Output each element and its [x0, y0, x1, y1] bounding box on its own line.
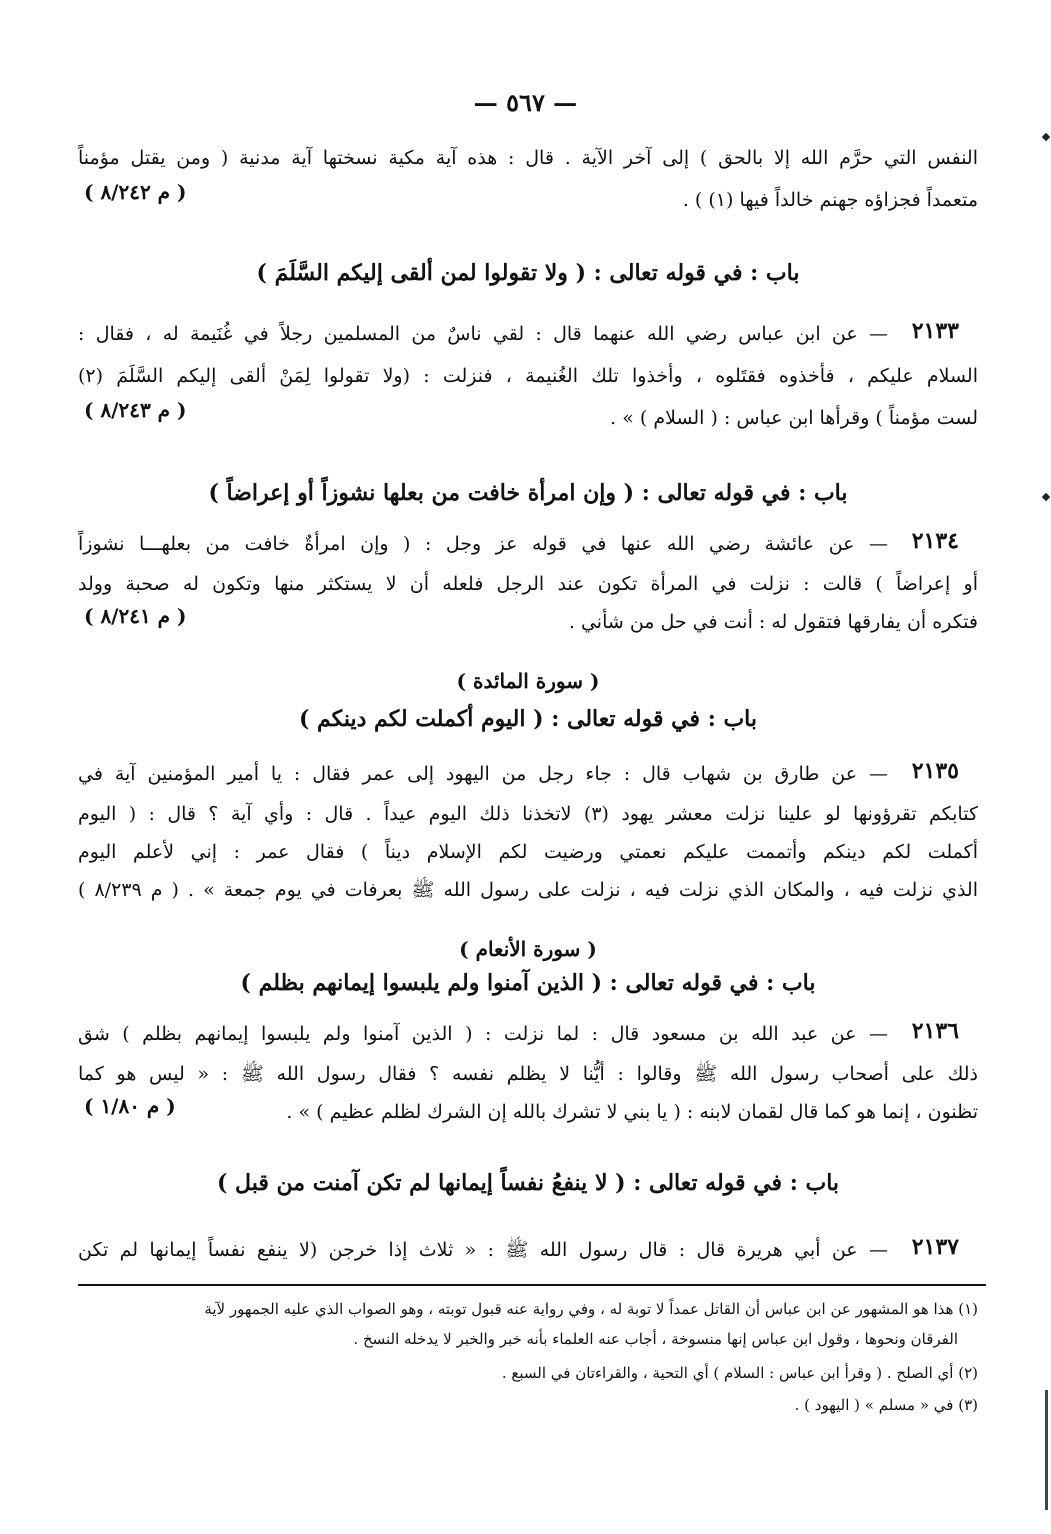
chapter-heading: باب : في قوله تعالى : ( الذين آمنوا ولم يلبسوا إيمانهم بظلم ) — [240, 970, 816, 996]
surah-heading: ( سورة المائدة ) — [456, 669, 600, 693]
text-line: متعمداً فجزاؤه جهنم خالداً فيها (١) ) . — [682, 189, 978, 211]
hadith-number: ٢١٣٧ — [911, 1234, 959, 1260]
text-line: تظنون ، إنما هو كما قال لقمان لابنه : ( يا بني لا تشرك بالله إن الشرك لظلم عظيم ) » . — [286, 1101, 978, 1123]
text-line: أو إعراضاً ) قالت : نزلت في المرأة تكون عند الرجل فلعله أن لا يستكثر منها وتكون له صحبة وولد — [78, 573, 978, 595]
text-line: — عن عبد الله بن مسعود قال : لما نزلت : ( الذين آمنوا ولم يلبسوا إيمانهم بظلم ) شق — [78, 1023, 888, 1045]
text-line: السلام عليكم ، فأخذوه فقتَلوه ، وأخذوا تلك الغُنيمة ، فنزلت : (ولا تقولوا لِمَنْ ألقى إليكم السَّلَمَ (٢) — [78, 365, 978, 387]
text-line: — عن ابن عباس رضي الله عنهما قال : لقي ناسٌ من المسلمين رجلاً في غُنَيمة له ، فقال : — [78, 323, 888, 345]
hadith-text — [78, 320, 888, 348]
chapter-heading: باب : في قوله تعالى : ( وإن امرأة خافت من بعلها نشوزاً أو إعراضاً ) — [208, 480, 848, 506]
footnote: (٢) أي الصلح . ( وقرأ ابن عباس : السلام ) أي التحية ، والقراءتان في السبع . — [501, 1364, 978, 1382]
hadith-reference: ( م ٨/٢٤٣ ) — [84, 398, 187, 422]
text-line: الذي نزلت فيه ، والمكان الذي نزلت فيه ، نزلت على رسول الله ﷺ بعرفات في يوم جمعة » . ( م ٨/٢٣٩ ) — [78, 879, 978, 901]
hadith-number: ٢١٣٤ — [911, 528, 959, 554]
text-line: ذلك على أصحاب رسول الله ﷺ وقالوا : أيُّنا لا يظلم نفسه ؟ فقال رسول الله ﷺ : « ليس هو كما — [78, 1063, 978, 1085]
chapter-heading: باب : في قوله تعالى : ( لا ينفعُ نفساً إيمانها لم تكن آمنت من قبل ) — [216, 1170, 840, 1196]
chapter-heading: باب : في قوله تعالى : ( ولا تقولوا لمن ألقى إليكم السَّلَمَ ) — [256, 260, 800, 286]
text-line: لست مؤمناً ) وقرأها ابن عباس : ( السلام ) » . — [610, 407, 978, 429]
text-line: — عن طارق بن شهاب قال : جاء رجل من اليهود إلى عمر فقال : يا أمير المؤمنين آية في — [78, 763, 888, 785]
text-line: النفس التي حرَّم الله إلا بالحق ) إلى آخر الآية . قال : هذه آية مكية نسختها آية مدنية ( ومن يقتل مؤمناً — [78, 147, 978, 169]
surah-heading: ( سورة الأنعام ) — [459, 937, 597, 961]
text-line: — عن عائشة رضي الله عنها في قوله عز وجل : ( وإن امرأةٌ خافت من بعلهـــا نشوزاً — [78, 533, 888, 555]
scan-edge — [1045, 1390, 1048, 1510]
text-line: أكملت لكم دينكم وأتممت عليكم نعمتي ورضيت لكم الإسلام ديناً ) فقال عمر : إني لأعلم اليوم — [78, 841, 978, 863]
hadith-number: ٢١٣٣ — [911, 318, 959, 344]
footnote: الفرقان ونحوها ، وقول ابن عباس إنها منسوخة ، أجاب عنه العلماء بأنه خبر والخبر لا يدخله النسخ . — [353, 1330, 958, 1348]
hadith-reference: ( م ٨/٢٤٢ ) — [84, 180, 187, 204]
text-line: فتكره أن يفارقها فتقول له : أنت في حل من شأني . — [568, 611, 978, 633]
page-number: — ٥٦٧ — — [473, 88, 578, 117]
hadith-reference: ( م ١/٨٠ ) — [84, 1094, 176, 1118]
scan-mark — [1042, 133, 1050, 141]
hadith-number: ٢١٣٦ — [911, 1018, 959, 1044]
text-line: — عن أبي هريرة قال : قال رسول الله ﷺ : « ثلاث إذا خرجن (لا ينفع نفساً إيمانها لم تكن — [78, 1239, 888, 1261]
footnote-divider — [78, 1284, 986, 1286]
hadith-number: ٢١٣٥ — [911, 758, 959, 784]
footnote: (١) هذا هو المشهور عن ابن عباس أن القاتل عمداً لا توبة له ، وفي رواية عنه قبول توبته ، وهو الصواب الذي عليه الجمهور لآية — [204, 1300, 978, 1318]
footnote: (٣) في « مسلم » ( اليهود ) . — [794, 1396, 978, 1414]
text-line: كتابكم تقرؤونها لو علينا نزلت معشر يهود (٣) لاتخذنا ذلك اليوم عيداً . قال : وأي آية ؟ قال : ( اليوم — [78, 803, 978, 825]
hadith-reference: ( م ٨/٢٤١ ) — [84, 604, 187, 628]
scan-mark — [1042, 493, 1050, 501]
chapter-heading: باب : في قوله تعالى : ( اليوم أكملت لكم دينكم ) — [298, 706, 758, 732]
